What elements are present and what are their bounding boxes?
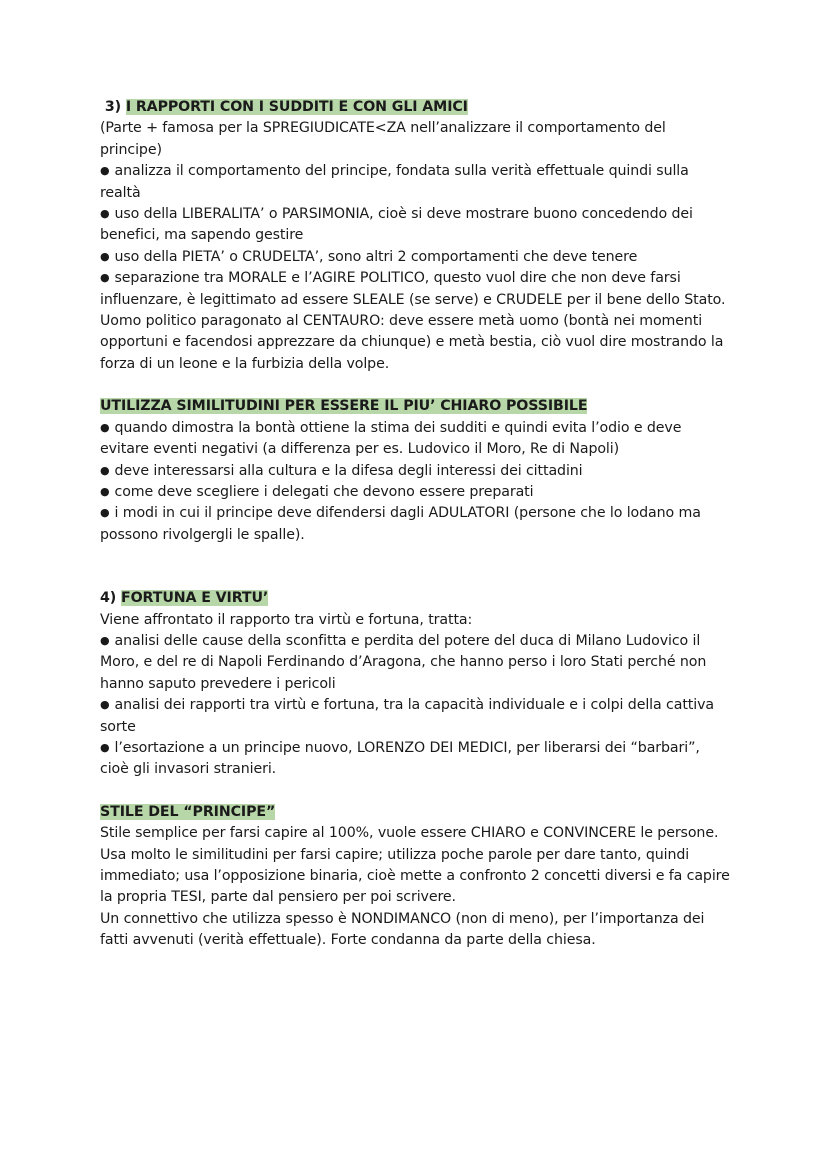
spacer: [100, 375, 730, 396]
section-3-number: 3): [104, 99, 121, 115]
stile-paragraph: Un connettivo che utilizza spesso è NONDIMANCO (non di meno), per l’importanza dei fatti avvenuti (verità effettuale). Forte condanna da parte della chiesa.: [100, 910, 705, 949]
section-3-bullet: ● uso della PIETA’ o CRUDELTA’, sono altri 2 comportamenti che deve tenere: [100, 247, 730, 268]
section-3-title: I RAPPORTI CON I SUDDITI E CON GLI AMICI: [125, 99, 468, 115]
section-4-number: 4): [100, 590, 117, 607]
section-3-heading: [100, 97, 730, 118]
similitudini-bullet: ● quando dimostra la bontà ottiene la stima dei sudditi e quindi evita l’odio e deve evitare eventi negativi (a differenza per es. Ludovico il Moro, Re di Napoli): [100, 418, 730, 461]
stile-title: STILE DEL “PRINCIPE”: [100, 803, 276, 820]
stile-heading: [100, 802, 730, 823]
section-4-bullet: ● l’esortazione a un principe nuovo, LORENZO DEI MEDICI, per liberarsi dei “barbari”, cioè gli invasori stranieri.: [100, 738, 730, 781]
document-content: [100, 97, 730, 952]
section-3-bullet: ● analizza il comportamento del principe, fondata sulla verità effettuale quindi sulla realtà: [100, 161, 730, 204]
section-4-bullet: ● analisi delle cause della sconfitta e perdita del potere del duca di Milano Ludovico il Moro, e del re di Napoli Ferdinando d’Aragona, che hanno perso i loro Stati perché non hanno saputo prevedere i pericoli: [100, 631, 730, 695]
stile-paragraph: Usa molto le similitudini per farsi capire; utilizza poche parole per dare tanto, quindi immediato; usa l’opposizione binaria, cioè mette a confronto 2 concetti diversi e fa capire la propria TESI, parte dal pensiero per poi scrivere.: [100, 846, 730, 906]
spacer: [100, 546, 730, 588]
spacer: [100, 781, 730, 802]
section-3-bullet: ● separazione tra MORALE e l’AGIRE POLITICO, questo vuol dire che non deve farsi influenzare, è legittimato ad essere SLEALE (se serve) e CRUDELE per il bene dello Stato. Uomo politico paragonato al CENTAURO: deve essere metà uomo (bontà nei momenti opportuni e facendosi apprezzare da chiunque) e metà bestia, ciò vuol dire mostrando la forza di un leone e la furbizia della volpe.: [100, 268, 730, 375]
similitudini-heading: [100, 396, 730, 417]
section-3-intro: (Parte + famosa per la SPREGIUDICATE<ZA nell’analizzare il comportamento del principe): [100, 120, 666, 158]
similitudini-bullet: ● i modi in cui il principe deve difendersi dagli ADULATORI (persone che lo lodano ma possono rivolgergli le spalle).: [100, 503, 730, 546]
stile-paragraph: Stile semplice per farsi capire al 100%, vuole essere CHIARO e CONVINCERE le persone.: [100, 825, 719, 842]
similitudini-bullet: ● deve interessarsi alla cultura e la difesa degli interessi dei cittadini: [100, 461, 730, 482]
similitudini-bullet: ● come deve scegliere i delegati che devono essere preparati: [100, 482, 730, 503]
section-4-heading: [100, 588, 730, 609]
section-4-title: FORTUNA E VIRTU’: [121, 590, 269, 607]
similitudini-title: UTILIZZA SIMILITUDINI PER ESSERE IL PIU’ CHIARO POSSIBILE: [100, 398, 588, 415]
section-4-bullet: ● analisi dei rapporti tra virtù e fortuna, tra la capacità individuale e i colpi della cattiva sorte: [100, 695, 730, 738]
section-4-intro: Viene affrontato il rapporto tra virtù e fortuna, tratta:: [100, 611, 473, 628]
section-3-bullet: ● uso della LIBERALITA’ o PARSIMONIA, cioè si deve mostrare buono concedendo dei benefici, ma sapendo gestire: [100, 204, 730, 247]
